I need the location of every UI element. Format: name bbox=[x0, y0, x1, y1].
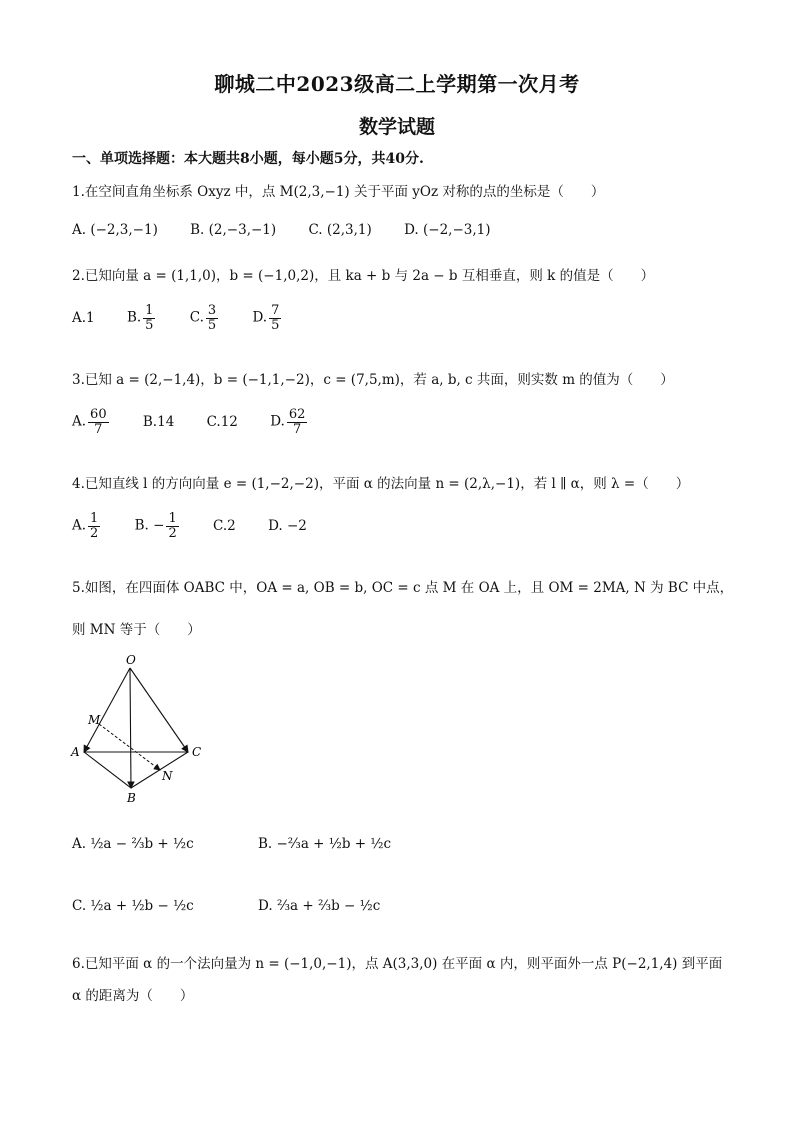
question-3-stem: 3.已知 a = (2,−1,4)，b = (−1,1,−2)，c = (7,5,m)，若 a, b, c 共面，则实数 m 的值为（ ） bbox=[72, 372, 674, 388]
q4-option-a: A. $\frac{1}{2}$ bbox=[72, 511, 99, 541]
edge-OA bbox=[84, 668, 130, 752]
q1-option-a: A. (−2,3,−1) bbox=[72, 222, 158, 238]
q1-option-c: C. (2,3,1) bbox=[308, 222, 372, 238]
vector-MN bbox=[99, 724, 160, 770]
q4-option-d: D. −2 bbox=[268, 517, 307, 534]
q1-option-d: D. (−2,−3,1) bbox=[404, 222, 491, 238]
label-A: A bbox=[71, 745, 80, 759]
q5-option-c: C. ½a + ½b − ½c bbox=[72, 898, 194, 914]
q2-option-a: A.1 bbox=[72, 309, 95, 326]
question-5-options-row2 bbox=[72, 898, 408, 914]
question-3-options bbox=[72, 408, 337, 436]
q3-option-b: B.14 bbox=[142, 413, 175, 430]
question-1-stem: 1.在空间直角坐标系 Oxyz 中，点 M(2,3,−1) 关于平面 yOz 对称的点的坐标是（ ） bbox=[72, 184, 605, 200]
q3-option-a: A. $\frac{60}{7}$ bbox=[72, 407, 107, 437]
edge-AB bbox=[84, 752, 131, 788]
q5-option-b: B. −⅔a + ½b + ½c bbox=[257, 836, 392, 852]
q2-option-b: B. $\frac{1}{5}$ bbox=[126, 303, 154, 333]
question-1-options bbox=[72, 222, 519, 238]
q2-option-d: D. $\frac{7}{5}$ bbox=[252, 303, 280, 333]
q4-option-c: C.2 bbox=[213, 517, 236, 534]
label-N: N bbox=[162, 769, 173, 783]
question-5-options-row1 bbox=[72, 836, 419, 852]
label-C: C bbox=[192, 745, 202, 759]
question-2-stem: 2.已知向量 a = (1,1,0)，b = (−1,0,2)，且 ka + b 与 2a − b 互相垂直，则 k 的值是（ ） bbox=[72, 268, 655, 284]
section-heading: 一、单项选择题：本大题共8小题，每小题5分，共40分. bbox=[72, 151, 424, 167]
q5-option-d: D. ⅔a + ⅔b − ½c bbox=[258, 898, 381, 914]
question-2-options bbox=[72, 304, 311, 332]
exam-title: 聊城二中2023级高二上学期第一次月考 bbox=[214, 72, 580, 96]
question-6-stem-line2: α 的距离为（ ） bbox=[72, 988, 194, 1004]
q4-option-b: B. − $\frac{1}{2}$ bbox=[134, 511, 177, 541]
question-6-stem-line1: 6.已知平面 α 的一个法向量为 n = (−1,0,−1)，点 A(3,3,0) 在平面 α 内，则平面外一点 P(−2,1,4) 到平面 bbox=[72, 956, 723, 972]
question-4-options bbox=[72, 512, 335, 540]
edge-OB bbox=[130, 668, 131, 788]
question-5-stem-line1: 5.如图，在四面体 OABC 中，OA = a, OB = b, OC = c 点 M 在 OA 上，且 OM = 2MA, N 为 BC 中点， bbox=[72, 580, 734, 596]
exam-subtitle: 数学试题 bbox=[358, 116, 435, 138]
q3-option-c: C.12 bbox=[206, 413, 238, 430]
label-O: O bbox=[126, 653, 136, 667]
label-M: M bbox=[88, 713, 101, 727]
q1-option-b: B. (2,−3,−1) bbox=[190, 222, 277, 238]
question-4-stem: 4.已知直线 l 的方向向量 e = (1,−2,−2)，平面 α 的法向量 n = (2,λ,−1)，若 l ∥ α，则 λ =（ ） bbox=[72, 476, 690, 492]
q3-option-d: D. $\frac{62}{7}$ bbox=[270, 407, 306, 437]
q5-option-a: A. ½a − ⅔b + ½c bbox=[72, 836, 194, 852]
q2-option-c: C. $\frac{3}{5}$ bbox=[189, 303, 217, 333]
tetrahedron-figure bbox=[68, 652, 218, 807]
question-5-stem-line2: 则 MN 等于（ ） bbox=[72, 622, 201, 638]
label-B: B bbox=[127, 791, 136, 805]
edge-OC bbox=[130, 668, 188, 752]
